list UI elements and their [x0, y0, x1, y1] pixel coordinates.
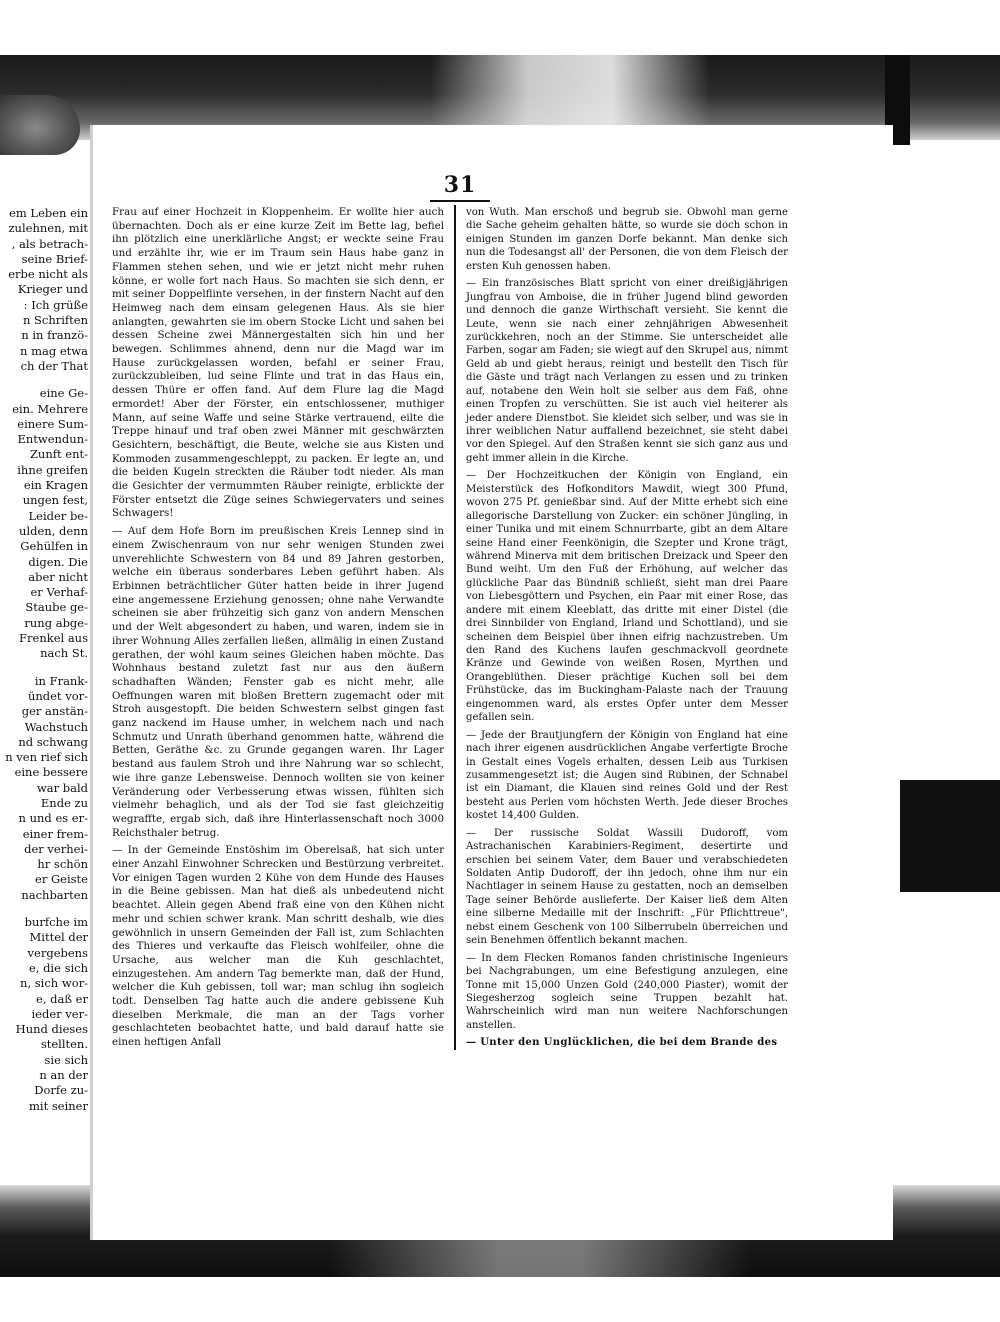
fragment-line: der verhei-	[24, 841, 88, 856]
fragment-line: aber nicht	[28, 569, 88, 584]
fragment-line: eine Ge-	[39, 386, 88, 401]
fragment-line: ein Kragen	[23, 478, 88, 493]
fragment-line: sie sich	[44, 1052, 88, 1067]
fragment-line: war bald	[36, 780, 88, 795]
fragment-line: nach St.	[40, 646, 88, 661]
fragment-line: em Leben ein	[9, 206, 88, 220]
fragment-line: nachbarten	[21, 887, 88, 902]
fragment-line: ulden, denn	[19, 523, 88, 538]
fragment-line: ungen fest,	[22, 493, 88, 508]
fragment-line: zulehnen, mit	[8, 221, 88, 236]
left-page-fragment	[0, 206, 88, 1114]
article-gold-tonne: — In dem Flecken Romanos fanden christinische Ingenieurs bei Nachgrabungen, um eine Befestigung anzulegen, eine Tonne mit 15,000 Unzen Gold (240,000 Piaster), womit der Siegesherzog sogleich seine Truppen bezahlt hat. Wahrscheinlich wird man nun weitere Nachforschungen anstellen.	[466, 952, 788, 1031]
column-divider	[454, 205, 456, 1050]
fragment-line: Mittel der	[29, 930, 88, 945]
article-forester: Frau auf einer Hochzeit in Kloppenheim. Er wollte hier auch übernachten. Doch als er eine kurze Zeit im Bette lag, befiel ihn plötzlich eine unerklärliche Angst; er weckte seine Frau und erzählte ihr, wie er im Traum sein Haus habe ganz in Flammen stehen sehen, und wie er jetzt nicht mehr ruhen könne, er wolle fort nach Haus. So machten sie sich denn, er mit seiner Doppelflinte versehen, in der finstern Nacht auf den Heimweg nach dem einsam gelegenen Haus. Als sie hier anlangten, gewahrten sie im obern Stocke Licht und sahen bei dessen Scheine zwei Männergestalten sich hin und her bewegen. Schlimmes ahnend, denn nur die Magd war im Hause zurückgelassen worden, befahl er seiner Frau, zurückzubleiben, lud seine Flinte und trat in das Haus ein, dessen Thüre er offen fand. Auf dem Flure lag die Magd ermordet! Aber der Förster, ein entschlossener, muthiger Mann, auf seine Waffe und seine Stärke vertrauend, eilte die Treppe hinauf und traf oben zwei Männer mit geschwärzten Gesichtern, beschäftigt, die Beute, welche sie aus Kisten und Kommoden zusammengeschleppt, zu packen. Er legte an, und die beiden Kugeln streckten die Räuber todt nieder. Als man die Gesichter der vermummten Räuber reinigte, erblickte der Förster entsetzt die Züge seines Schwiegervaters und seines Schwagers!	[112, 206, 444, 520]
fragment-line: n mag etwa	[20, 343, 88, 358]
article-rabid-cows: — In der Gemeinde Enstöshim im Oberelsaß, hat sich unter einer Anzahl Einwohner Schrecken und Bestürzung verbreitet. Vor einigen Tagen wurden 2 Kühe von dem Hunde des Hauses in die Beine gebissen. Man hat dieß als unbedeutend nicht beachtet. Allein gegen Abend fraß eine von den Kühen nicht mehr und schien schwer krank. Man schritt deshalb, wie dies gewöhnlich in unsern Gemeinden der Fall ist, zum Schlachten des Thieres und verkaufte das Fleisch wohlfeiler, ohne die Ursache, aus welcher man die Kuh geschlachtet, einzugestehen. Am andern Tag bemerkte man, daß der Hund, welcher die Kuh gebissen, toll war; man schlug ihn sogleich todt. Denselben Tag hatte auch die andere gebissene Kuh dieselben Merkmale, die man an der Tags vorher geschlachteten beobachtet hatte, und bald darauf hatte sie einen heftigen Anfall	[112, 844, 444, 1049]
article-blind-maiden: — Ein französisches Blatt spricht von einer dreißigjährigen Jungfrau von Amboise, die in früher Jugend blind geworden und dennoch die ganze Wirthschaft versieht. Sie kennt die Leute, wenn sie nach einer zehnjährigen Abwesenheit zurückkehren, noch an der Stimme. Sie unterscheidet alle Farben, sogar am Faden; sie wiegt auf den Skrupel aus, nimmt Geld ab und giebt heraus, reinigt und bestellt den Tisch für die Gäste und trägt nach Verlangen zu essen und zu trinken auf, notabene den Wein holt sie selber aus dem Faß, ohne einen Tropfen zu verschütten. Sie ist auch viel heiterer als jeder andere Dienstbot. Sie kleidet sich selber, und was sie in ihrer weiblichen Natur auffallend bezeichnet, sie steht dabei vor den Spiegel. Auf den Straßen kennt sie sich ganz aus und geht immer allein in die Kirche.	[466, 278, 788, 464]
fragment-line	[0, 374, 88, 386]
fragment-line: er Verhaf-	[30, 585, 88, 600]
fragment-line	[0, 903, 88, 915]
fragment-line: n Schriften	[22, 313, 88, 328]
fragment-line: Hund dieses	[15, 1022, 88, 1037]
fragment-line: nd schwang	[18, 734, 88, 749]
fragment-line: Dorfe zu-	[34, 1083, 88, 1098]
fragment-line: einer frem-	[22, 826, 88, 841]
article-sisters-born: — Auf dem Hofe Born im preußischen Kreis Lennep sind in einem Zwischenraum von nur sehr wenigen Stunden zwei unverehlichte Schwestern von 84 und 89 Jahren gestorben, welche ein überaus sonderbares Leben geführt haben. Als Erbinnen beträchtlicher Güter hatten beide in ihrer Jugend eine angemessene Erziehung genossen; ohne nahe Verwandte scheinen sie aber frühzeitig sich ganz von andern Menschen und der Welt abgesondert zu haben, und waren, indem sie in ihrer Wohnung Alles zerfallen ließen, allmälig in einen Zustand gerathen, der wohl kaum seines Gleichen haben möchte. Das Wohnhaus bestand zuletzt fast nur aus den äußern schadhaften Wänden; Fenster gab es nicht mehr, alle Oeffnungen waren mit bloßen Brettern zugemacht oder mit Stroh ausgestopft. Die beiden Schwestern selbst gingen fast ganz nackend im Hause umher, in welchem nach und nach Schmutz und Unrath überhand genommen hatte, während die Betten, Geräthe &c. zu Grunde gegangen waren. Ihr Lager bestand aus faulem Stroh und ihre Nahrung war so schlecht, wie ihre ganze Lebensweise. Dennoch wollten sie von keiner Veränderung oder Verbesserung etwas wissen, fühlten sich vielmehr behaglich, und als der Tod sie fast gleichzeitig wegraffte, ergab sich, daß ihre Hinterlassenschaft noch 3000 Reichsthaler betrug.	[112, 525, 444, 839]
fragment-line: ch der That	[20, 358, 88, 373]
fragment-line: Entwendun-	[17, 432, 88, 447]
fragment-line: n an der	[39, 1068, 88, 1083]
fragment-line: in Frank-	[34, 673, 88, 688]
page-number: 31	[443, 172, 477, 198]
header-rule	[430, 200, 490, 202]
fragment-line: Gehülfen in	[20, 539, 88, 554]
fragment-line: ieder ver-	[31, 1006, 88, 1021]
scan-border-right	[900, 780, 1000, 892]
fragment-line: mit seiner	[29, 1098, 88, 1113]
article-russian-soldier: — Der russische Soldat Wassili Dudoroff, vom Astrachanischen Karabiniers-Regiment, desertirte und erschien bei seinem Vater, dem Bauer und verabschiedeten Soldaten Antip Dudoroff, der ihn jedoch, ohne ihm nur ein Nachtlager in seinem Hause zu gestatten, noch an demselben Tage seiner Behörde auslieferte. Der Kaiser ließ dem Alten eine silberne Medaille mit der Inschrift: „Für Pflichttreue", nebst einem Geschenk von 100 Silberrubeln überreichen und sein Benehmen öffentlich bekannt machen.	[466, 827, 788, 947]
article-rabid-cows-cont: von Wuth. Man erschoß und begrub sie. Obwohl man gerne die Sache geheim gehalten hätte, so wurde sie doch schon in einigen Stunden im ganzen Dorfe bekannt. Man denke sich nun die Todesangst all' der Personen, die von dem Fleisch der ersten Kuh genossen haben.	[466, 207, 788, 272]
article-fire-start: — Unter den Unglücklichen, die bei dem Brande des	[466, 1037, 778, 1049]
fragment-line: stellten.	[40, 1037, 88, 1052]
fragment-line: vergebens	[27, 945, 88, 960]
fragment-line: digen. Die	[28, 554, 88, 569]
fragment-line: hr schön	[37, 857, 88, 872]
page-weight-stone	[0, 95, 80, 155]
fragment-line: e, die sich	[28, 960, 88, 975]
fragment-line: rung abge-	[24, 615, 88, 630]
fragment-line: n in franzö-	[21, 328, 88, 343]
article-bridesmaids-broche: — Jede der Brautjungfern der Königin von England hat eine nach ihrer eigenen ausdrücklichen Angabe verfertigte Broche in Gestalt eines Vogels erhalten, dessen Leib aus Turkisen zusammengesetzt ist; die Augen sind Rubinen, der Schnabel ist ein Diamant, die Klauen sind reines Gold und der Rest besteht aus Perlen vom höchsten Werth. Jede dieser Broches kostet 14,400 Gulden.	[466, 729, 788, 822]
article-wedding-cake: — Der Hochzeitkuchen der Königin von England, ein Meisterstück des Hofkonditors Mawdit, wiegt 300 Pfund, wovon 275 Pf. genießbar sind. Auf der Mitte erhebt sich eine allegorische Darstellung von Zucker: ein schöner Jüngling, in einer Tunika und mit einem Schnurrbarte, gibt an dem Altare seine Hand einer Feenkönigin, die Szepter und Krone trägt, während Minerva mit dem britischen Dreizack und Speer den Bund weiht. Um den Fuß der Erhöhung, auf welcher das glückliche Paar das Bündniß schließt, sieht man drei Paare von Liebesgöttern und Psychen, ein Paar mit einer Rose, das andere mit einem Kleeblatt, das dritte mit einer Distel (die drei Sinnbilder von England, Irland und Schottland), und sie scheinen dem Beispiel über ihnen eifrig nachzustreben. Um den Rand des Kuchens laufen geschmackvoll geordnete Kränze und Gewinde von weißen Rosen, Myrthen und Orangeblüthen. Dieser prächtige Kuchen soll bei dem Frühstücke, das im Buckingham-Palaste nach der Trauung eingenommen ward, als erstes Opfer unter dem Messer gefallen sein.	[466, 470, 788, 724]
fragment-line	[0, 662, 88, 674]
fragment-line: er Geiste	[35, 872, 88, 887]
right-column	[466, 206, 788, 1050]
fragment-line: burfche im	[24, 915, 88, 930]
fragment-line: Wachstuch	[24, 719, 88, 734]
fragment-line: Frenkel aus	[19, 631, 88, 646]
fragment-line: seine Brief-	[21, 251, 88, 266]
fragment-line: Zunft ent-	[29, 447, 88, 462]
fragment-line: eine bessere	[14, 765, 88, 780]
fragment-line: n ven rief sich	[5, 750, 88, 765]
fragment-line: Staube ge-	[25, 600, 88, 615]
fragment-line: Ende zu	[40, 795, 88, 810]
fragment-line: : Ich grüße	[23, 297, 88, 312]
fragment-line: ein. Mehrere	[12, 401, 88, 416]
fragment-line: e, daß er	[36, 991, 88, 1006]
left-column	[112, 206, 444, 1050]
fragment-line: n, sich wor-	[20, 976, 88, 991]
fragment-line: , als betrach-	[11, 236, 88, 251]
fragment-line: einere Sum-	[17, 416, 88, 431]
fragment-line: erbe nicht als	[8, 267, 88, 282]
fragment-line: Leider be-	[28, 508, 88, 523]
fragment-line: Krieger und	[17, 282, 88, 297]
fragment-line: ündet vor-	[27, 688, 88, 703]
fragment-line: n und es er-	[18, 811, 88, 826]
fragment-line: ihne greifen	[17, 462, 88, 477]
fragment-line: ger anstän-	[21, 704, 88, 719]
